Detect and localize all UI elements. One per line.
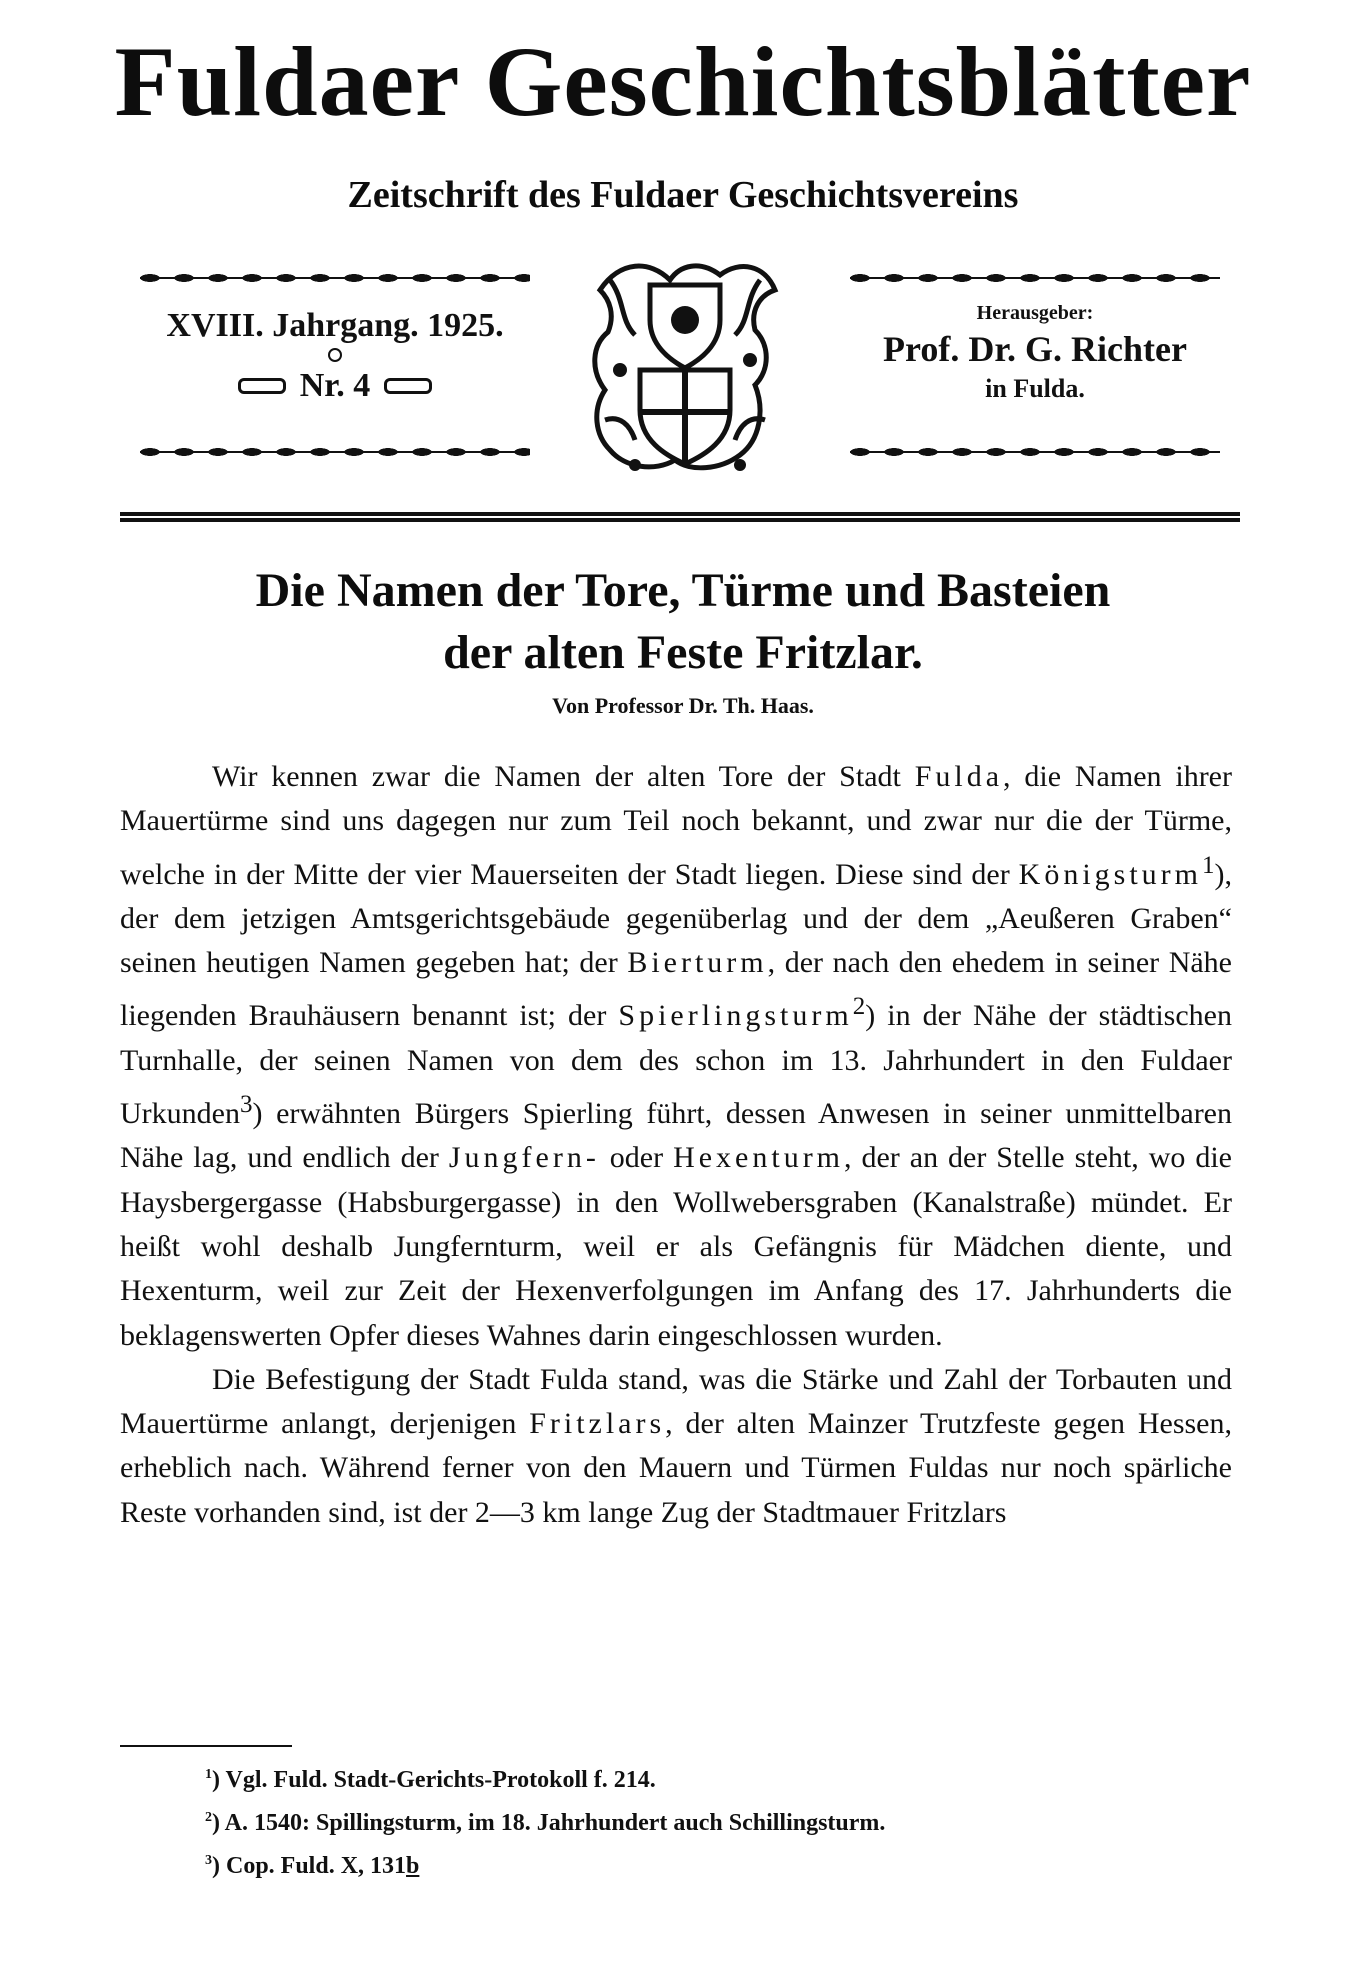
- footnote-ref: 1: [1202, 851, 1215, 879]
- footnote-mark: 3: [205, 1853, 212, 1868]
- ornament-rule-bottom-right: [850, 446, 1220, 458]
- emphasis-spierlingsturm: Spierlingsturm: [618, 999, 853, 1033]
- text-run: ), der dem jetzigen Amtsgerichtsgebäude gegenüberlag und der dem „Aeußeren Graben“ seinen heutigen Namen gegeben hat; der: [120, 857, 1232, 980]
- editor-name: Prof. Dr. G. Richter: [883, 329, 1187, 369]
- emphasis-jungfern: Jungfern-: [448, 1141, 600, 1175]
- ornament-dot-icon: [328, 348, 342, 362]
- footnote-text: ) Vgl. Fuld. Stadt-Gerichts-Protokoll f. 214.: [212, 1767, 656, 1793]
- editor-info: [850, 300, 1220, 406]
- text-run: , die Namen ihrer Mauertürme sind uns dagegen nur zum Teil noch bekannt, und zwar nur die der Türme, welche in der Mitte der vier Mauerseiten der Stadt liegen. Diese sind der: [120, 760, 1232, 891]
- footnote-mark: 1: [205, 1767, 212, 1782]
- emphasis-fulda: Fulda: [914, 760, 1004, 793]
- footnote-ref: 3: [239, 1091, 253, 1119]
- footnote-divider: [120, 1745, 292, 1747]
- footnote-ref: 2: [852, 993, 866, 1021]
- text-run: , der an der Stelle steht, wo die Haysbergergasse (Habsburgergasse) in den Wollwebersgraben (Kanalstraße) mündet. Er heißt wohl deshalb Jungfernturm, weil er als Gefängnis für Mädchen diente, und Hexenturm, weil zur Zeit der Hexenverfolgungen im Anfang des 17. Jahrhunderts die beklagenswerten Opfer dieses Wahnes darin eingeschlossen wurden.: [120, 1141, 1232, 1352]
- issue-number: Nr. 4: [299, 367, 371, 404]
- coat-of-arms-emblem-icon: [580, 250, 790, 480]
- emphasis-koenigsturm: Königsturm: [1018, 857, 1202, 891]
- footnote-suffix: b: [406, 1853, 420, 1879]
- article-author: Von Professor Dr. Th. Haas.: [552, 693, 814, 718]
- article-title: [120, 560, 1246, 684]
- ornament-rule-top-left: [140, 272, 530, 284]
- volume-year: XVIII. Jahrgang. 1925.: [166, 307, 504, 344]
- dash-bar-icon: [384, 378, 432, 394]
- ornament-rule-bottom-left: [140, 446, 530, 458]
- text-run: Wir kennen zwar die Namen der alten Tore der Stadt: [212, 760, 915, 793]
- issue-info: [140, 304, 530, 408]
- paragraph-1: [120, 755, 1232, 1358]
- text-run: , der alten Mainzer Trutzfeste gegen Hessen, erheblich nach. Während ferner von den Mauern und Türmen Fuldas nur noch spärliche Reste vorhanden sind, ist der 2—3 km lange Zug der Stadtmauer Fritzlars: [120, 1407, 1232, 1529]
- emphasis-bierturm: Bierturm: [627, 946, 768, 980]
- footnote-text: ) A. 1540: Spillingsturm, im 18. Jahrhundert auch Schillingsturm.: [212, 1810, 886, 1836]
- footnote-text: ) Cop. Fuld. X, 131: [212, 1853, 407, 1879]
- issue-number-row: [140, 364, 530, 408]
- footnotes: [205, 1756, 1205, 1885]
- editor-place: in Fulda.: [985, 374, 1085, 403]
- emphasis-hexenturm: Hexenturm: [673, 1141, 845, 1175]
- text-run: oder: [599, 1141, 674, 1175]
- article-body: [120, 755, 1232, 1535]
- text-run: , der nach den ehedem in seiner Nähe liegenden Brauhäusern benannt ist; der: [120, 946, 1233, 1033]
- header-divider: [120, 512, 1240, 522]
- text-run: ) in der Nähe der städtischen Turnhalle, der seinen Namen von dem des schon im 13. Jahrhundert in den Fuldaer Urkunden: [120, 999, 1232, 1131]
- journal-subtitle: Zeitschrift des Fuldaer Geschichtsvereins: [347, 174, 1019, 216]
- footnote-2: [205, 1799, 1205, 1842]
- article-title-line-2: der alten Feste Fritzlar.: [443, 626, 923, 679]
- emphasis-fritzlars: Fritzlars: [529, 1407, 666, 1441]
- journal-title: Fuldaer Geschichtsblätter: [114, 26, 1252, 137]
- editor-label: Herausgeber:: [976, 302, 1094, 324]
- paragraph-2: [120, 1358, 1232, 1535]
- article-title-line-1: Die Namen der Tore, Türme und Basteien: [255, 564, 1111, 617]
- footnote-1: [205, 1756, 1205, 1799]
- dash-bar-icon: [238, 378, 286, 394]
- text-run: ) erwähnten Bürgers Spierling führt, dessen Anwesen in seiner unmittelbaren Nähe lag, und endlich der: [120, 1097, 1232, 1175]
- ornament-rule-top-right: [850, 272, 1220, 284]
- footnote-3: [205, 1842, 1205, 1885]
- text-run: Die Befestigung der Stadt Fulda stand, was die Stärke und Zahl der Torbauten und Mauertürme anlangt, derjenigen: [120, 1362, 1232, 1441]
- footnote-mark: 2: [205, 1810, 212, 1825]
